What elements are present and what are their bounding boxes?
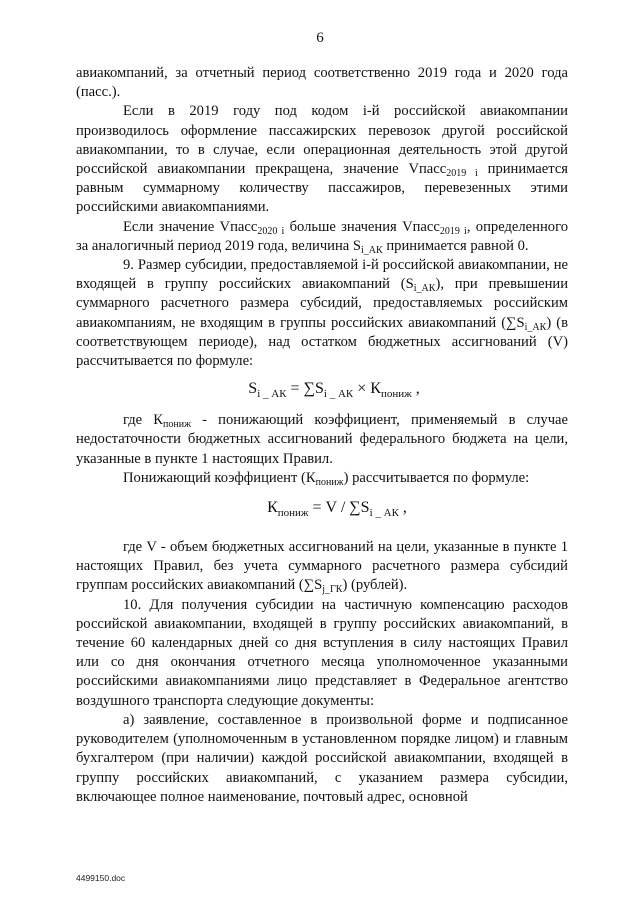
text-run: больше значения Vпасс [284,218,440,235]
formula-times: × [353,380,371,398]
formula-coefficient [76,496,568,520]
text-run: 9. Размер субсидии, предоставляемой i-й российской авиакомпании, не входящей в группу российских авиакомпаний (S [76,257,568,293]
subscript: 2020 i [257,225,285,237]
text-run: , определенного за аналогичный период 2019 года, величина S [76,218,568,254]
text-run: - понижающий коэффициент, применяемый в случае недостаточности бюджетных ассигнований федерального бюджета на цели, указанные в пункте 1 настоящих Правил. [76,412,568,467]
formula-sum-sub: i _ АК [323,388,354,401]
paragraph [76,596,568,711]
subscript: i_АК [413,283,436,295]
formula-k: К [370,380,381,398]
text-run: 10. Для получения субсидии на частичную компенсацию расходов российской авиакомпании, входящей в группу российских авиакомпаний, в течение 60 календарных дней со дня вступления в силу настоящих Правил или со дня окончания отчетного месяца уполномоченное указанными российскими авиакомпаниями лицо представляет в Федеральное агентство воздушного транспорта следующие документы: [76,596,568,709]
formula-eq: = [308,499,326,517]
formula-tail: , [411,380,420,398]
text-run: ) (в соответствующем периоде), над остатком бюджетных ассигнований (V) рассчитывается по формуле: [76,314,568,370]
text-run: где V - объем бюджетных ассигнований на цели, указанные в пункте 1 настоящих Правил, без учета суммарного расчетного размера субсидий группам российских авиакомпаний (∑S [76,539,568,594]
text-run: а) заявление, составленное в произвольной форме и подписанное руководителем (уполномоченным в установленном порядке лицом) и главным бухгалтером (при наличии) каждой российской авиакомпании, входящей в группу российских авиакомпаний, с указанием размера субсидии, включающее полное наименование, почтовый адрес, основной [76,711,568,805]
formula-k-sub: пониж [380,388,412,401]
subscript: i_АК [361,244,383,256]
paragraph [76,538,568,596]
paragraph [76,469,568,488]
formula-rhs: V / ∑S [325,499,370,517]
paragraph [76,411,568,469]
text-run: где К [123,412,164,429]
document-body [76,64,568,807]
formula-rhs-sub: i _ АК [369,507,399,520]
formula-k: К [267,499,278,517]
paragraph [76,256,568,371]
text-run: ) (рублей). [342,577,408,594]
subscript: 2019 i [439,225,467,237]
subscript: пониж [163,419,192,431]
page-number: 6 [316,30,324,46]
subscript: j_ГК [322,584,343,596]
subscript: 2019 i [446,168,478,180]
text-run: принимается равной 0. [382,237,529,254]
formula-subsidy [76,377,568,401]
text-run: ) рассчитывается по формуле: [343,469,530,486]
subscript: пониж [315,476,344,488]
file-name-footer: 4499150.doc [76,873,126,883]
formula-eq: = [286,380,304,398]
formula-k-sub: пониж [277,507,309,520]
paragraph [76,218,568,256]
text-run: Если значение Vпасс [123,218,258,235]
formula-lhs: S [248,380,258,398]
formula-lhs-sub: i _ АК [257,388,287,401]
text-run: Понижающий коэффициент (К [123,469,316,486]
subscript: i_АК [524,321,547,333]
text-run: ), при превышении суммарного расчетного размера субсидий, предоставляемых российским авиакомпаниям, не входящим в группы российских авиакомпаний (∑S [76,276,569,331]
formula-sum: ∑S [303,380,324,398]
paragraph [76,64,568,102]
text-run: принимается равным суммарному количеству пассажиров, перевезенных этими российскими авиакомпаниями. [76,161,569,216]
text-run: авиакомпаний, за отчетный период соответственно 2019 года и 2020 года (пасс.). [76,65,568,101]
paragraph [76,102,568,217]
paragraph [76,711,568,807]
text-run: Если в 2019 году под кодом i-й российской авиакомпании производилось оформление пассажирских перевозок другой российской авиакомпании, то в случае, если операционная деятельность этой другой российской авиакомпании прекращена, значение Vпасс [76,103,568,178]
formula-tail: , [398,499,407,517]
